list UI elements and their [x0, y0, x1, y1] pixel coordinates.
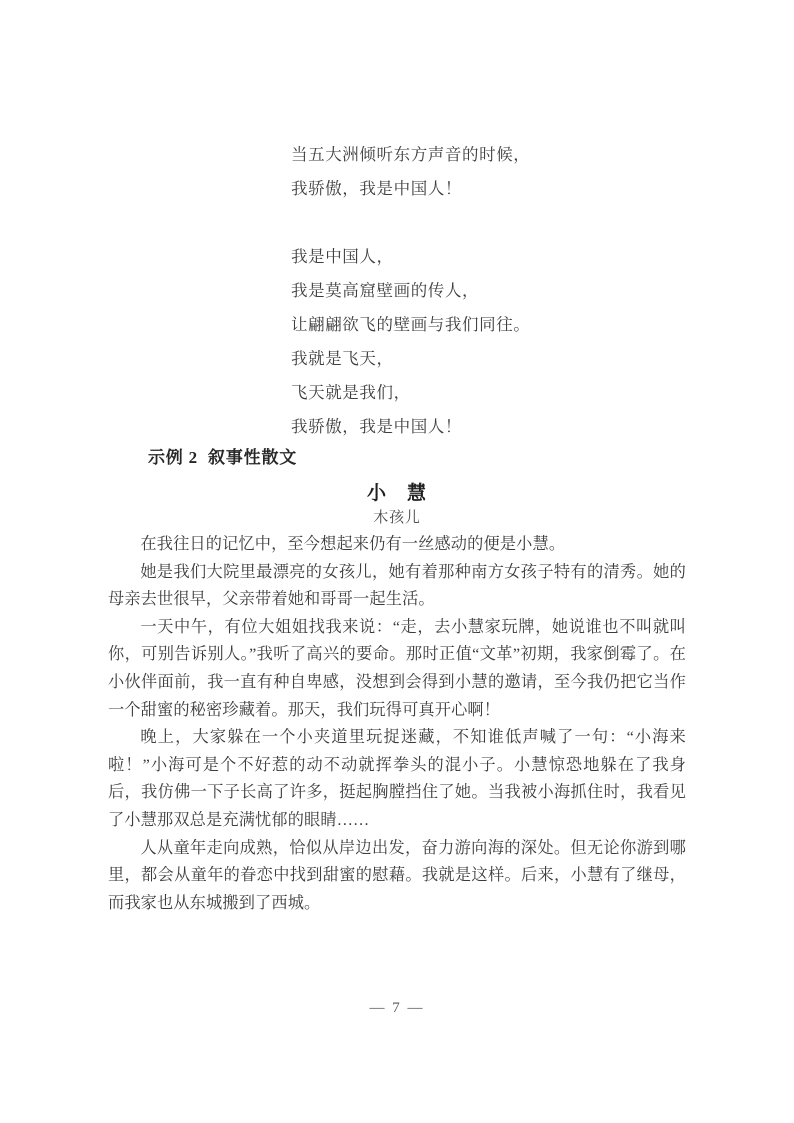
poem-line: 我就是飞天，: [291, 349, 394, 368]
page-number: — 7 —: [369, 1000, 425, 1016]
body-paragraph: 一天中午，有位大姐姐找我来说：“走，去小慧家玩牌，她说谁也不叫就叫你，可别告诉别人。”我听了高兴的要命。那时正值“文革”初期，我家倒霉了。在小伙伴面前，我一直有种自卑感，没想到会得到小慧的邀请，至今我仍把它当作一个甜蜜的秘密珍藏着。那天，我们玩得可真开心啊！: [108, 617, 686, 719]
poem-stanza: [291, 240, 711, 444]
poem-line: 飞天就是我们，: [291, 383, 411, 402]
body-paragraph: 在我往日的记忆中，至今想起来仍有一丝感动的便是小慧。: [140, 535, 566, 553]
section-heading: 示例 2 叙事性散文: [148, 448, 298, 467]
poem-line: 让翩翩欲飞的壁画与我们同往。: [291, 315, 531, 334]
essay-title: 小 慧: [366, 483, 427, 504]
poem-line: 当五大洲倾听东方声音的时候，: [291, 145, 531, 164]
poem-line: 我骄傲，我是中国人！: [291, 179, 462, 198]
poem-line: 我骄傲，我是中国人！: [291, 417, 462, 436]
essay-author: 木孩儿: [373, 510, 421, 526]
poem-block: [291, 138, 711, 444]
poem-line: 我是莫高窟壁画的传人，: [291, 281, 480, 300]
poem-stanza: [291, 138, 711, 206]
essay-body: [108, 531, 686, 917]
body-paragraph: 晚上，大家躲在一个小夹道里玩捉迷藏，不知谁低声喊了一句：“小海来啦！”小海可是个不好惹的动不动就挥拳头的混小子。小慧惊恐地躲在了我身后，我仿佛一下子长高了许多，挺起胸膛挡住了她。当我被小海抓住时，我看见了小慧那双总是充满忧郁的眼睛……: [108, 728, 686, 829]
body-paragraph: 人从童年走向成熟，恰似从岸边出发，奋力游向海的深处。但无论你游到哪里，都会从童年的眷恋中找到甜蜜的慰藉。我就是这样。后来，小慧有了继母，而我家也从东城搬到了西城。: [108, 838, 686, 912]
body-paragraph: 她是我们大院里最漂亮的女孩儿，她有着那种南方女孩子特有的清秀。她的母亲去世很早，父亲带着她和哥哥一起生活。: [108, 562, 686, 609]
poem-line: 我是中国人，: [291, 247, 394, 266]
